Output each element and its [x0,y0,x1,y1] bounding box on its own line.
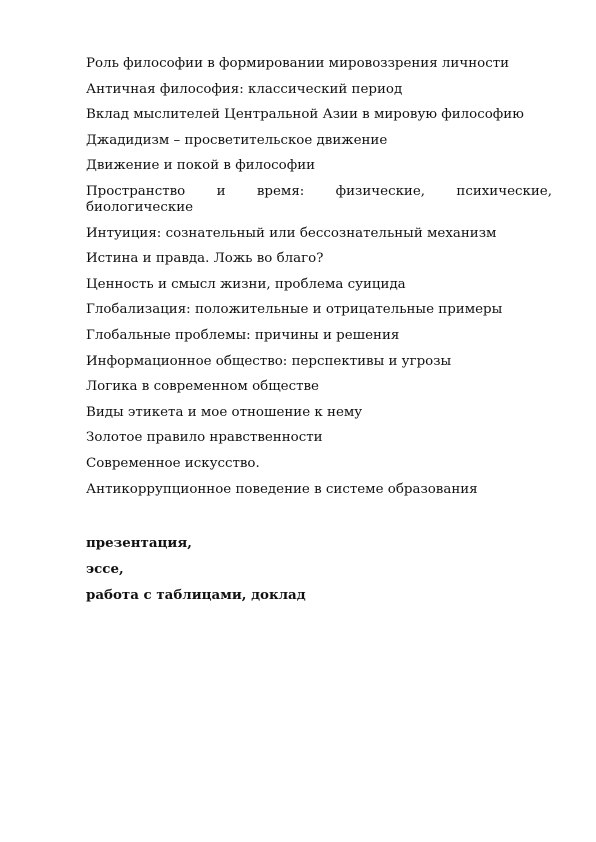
topic-item: Античная философия: классический период [86,81,403,97]
format-item: работа с таблицами, доклад [86,587,306,603]
topic-item [86,184,552,216]
topic-item: Ценность и смысл жизни, проблема суицида [86,276,406,292]
topic-item: Логика в современном обществе [86,379,319,395]
topic-item: Движение и покой в философии [86,158,316,174]
format-item: эссе, [86,561,124,577]
topic-item: Виды этикета и мое отношение к нему [86,404,363,420]
topic-list [86,56,552,507]
format-list [86,535,306,613]
topic-item: Золотое правило нравственности [86,430,323,446]
topic-item: Вклад мыслителей Центральной Азии в мировую философию [86,107,524,123]
topic-item-line-2: биологические [86,199,194,215]
topic-item: Информационное общество: перспективы и угрозы [86,353,452,369]
topic-item: Антикоррупционное поведение в системе образования [86,481,478,497]
topic-item: Интуиция: сознательный или бессознательный механизм [86,225,497,241]
topic-item: Глобализация: положительные и отрицательные примеры [86,302,503,318]
topic-item: Роль философии в формировании мировоззрения личности [86,56,510,71]
topic-item: Джадидизм – просветительское движение [86,132,388,148]
topic-item: Глобальные проблемы: причины и решения [86,327,400,343]
topic-item: Истина и правда. Ложь во благо? [86,251,324,267]
topic-item-line-1: Пространство и время: физические, психические, [86,183,552,199]
format-item: презентация, [86,535,192,551]
topic-item: Современное искусство. [86,455,260,471]
